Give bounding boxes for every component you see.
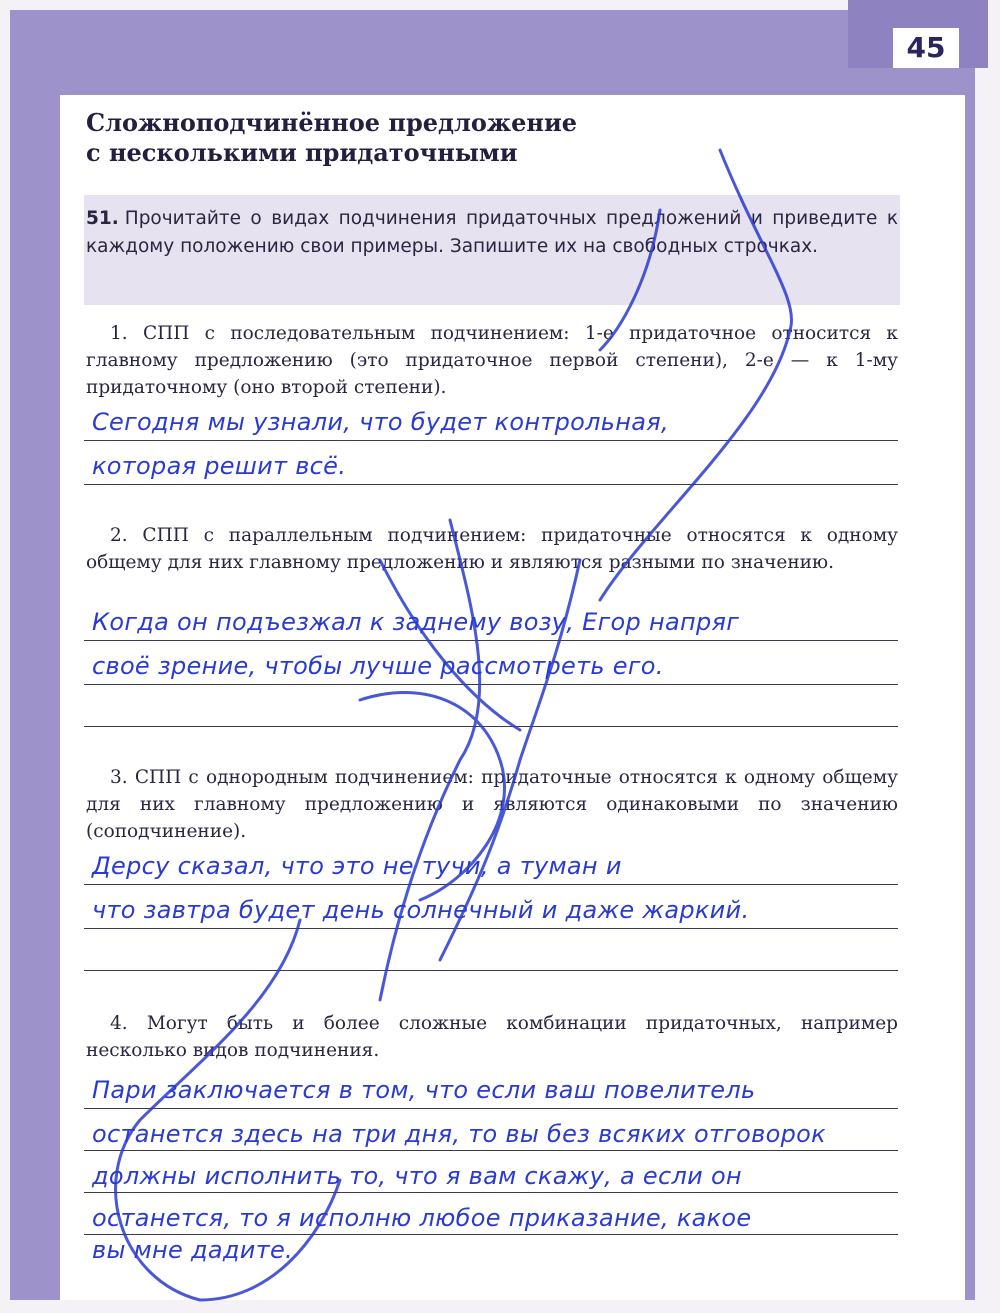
rule-text-4: 4. Могут быть и более сложные комбинации придаточных, например несколько видов подчинения. [86, 1013, 898, 1061]
answer-3-line-2[interactable]: что завтра будет день солнечный и даже жаркий. [92, 896, 750, 924]
answer-4-line-4[interactable]: останется, то я исполню любое приказание, какое [92, 1204, 752, 1232]
scribble-stroke [380, 520, 480, 1000]
title-line-2: с несколькими придаточными [86, 138, 518, 167]
answer-2-line-2[interactable]: своё зрение, чтобы лучше рассмотреть его. [92, 652, 664, 680]
answer-3-line-1[interactable]: Дерсу сказал, что это не тучи, а туман и [92, 852, 622, 880]
task-number: 51. [86, 208, 119, 229]
answer-1-line-1[interactable]: Сегодня мы узнали, что будет контрольная, [92, 408, 669, 436]
rule-text-1: 1. СПП с последовательным подчинением: 1-е придаточное относится к главному предложению (это придаточное первой степени), 2-е — к 1-му придаточному (оно второй степени). [86, 323, 898, 398]
answer-4-line-1[interactable]: Пари заключается в том, что если ваш повелитель [92, 1076, 756, 1104]
title-line-1: Сложноподчинённое предложение [86, 108, 578, 137]
scribble-stroke [116, 920, 340, 1300]
rule-text-2: 2. СПП с параллельным подчинением: придаточные относятся к одному общему для них главному предложению и являются разными по значению. [86, 525, 898, 573]
scribble-stroke [380, 560, 520, 730]
rule-text-3: 3. СПП с однородным подчинением: придаточные относятся к одному общему для них главному предложению и являются одинаковыми по значению (соподчинение). [86, 767, 898, 842]
answer-4-line-2[interactable]: останется здесь на три дня, то вы без всяких отговорок [92, 1120, 826, 1148]
answer-4-line-3[interactable]: должны исполнить то, что я вам скажу, а если он [92, 1162, 742, 1190]
answer-1-line-2[interactable]: которая решит всё. [92, 452, 347, 480]
scribble-stroke [600, 150, 792, 600]
task-text: Прочитайте о видах подчинения придаточных предложений и приведите к каждому положению свои примеры. Запишите их на свободных строчках. [86, 208, 898, 257]
page-number: 45 [893, 28, 959, 68]
answer-2-line-1[interactable]: Когда он подъезжал к заднему возу, Егор напряг [92, 608, 740, 636]
scribble-stroke [600, 210, 660, 350]
answer-4-line-5[interactable]: вы мне дадите. [92, 1236, 293, 1264]
